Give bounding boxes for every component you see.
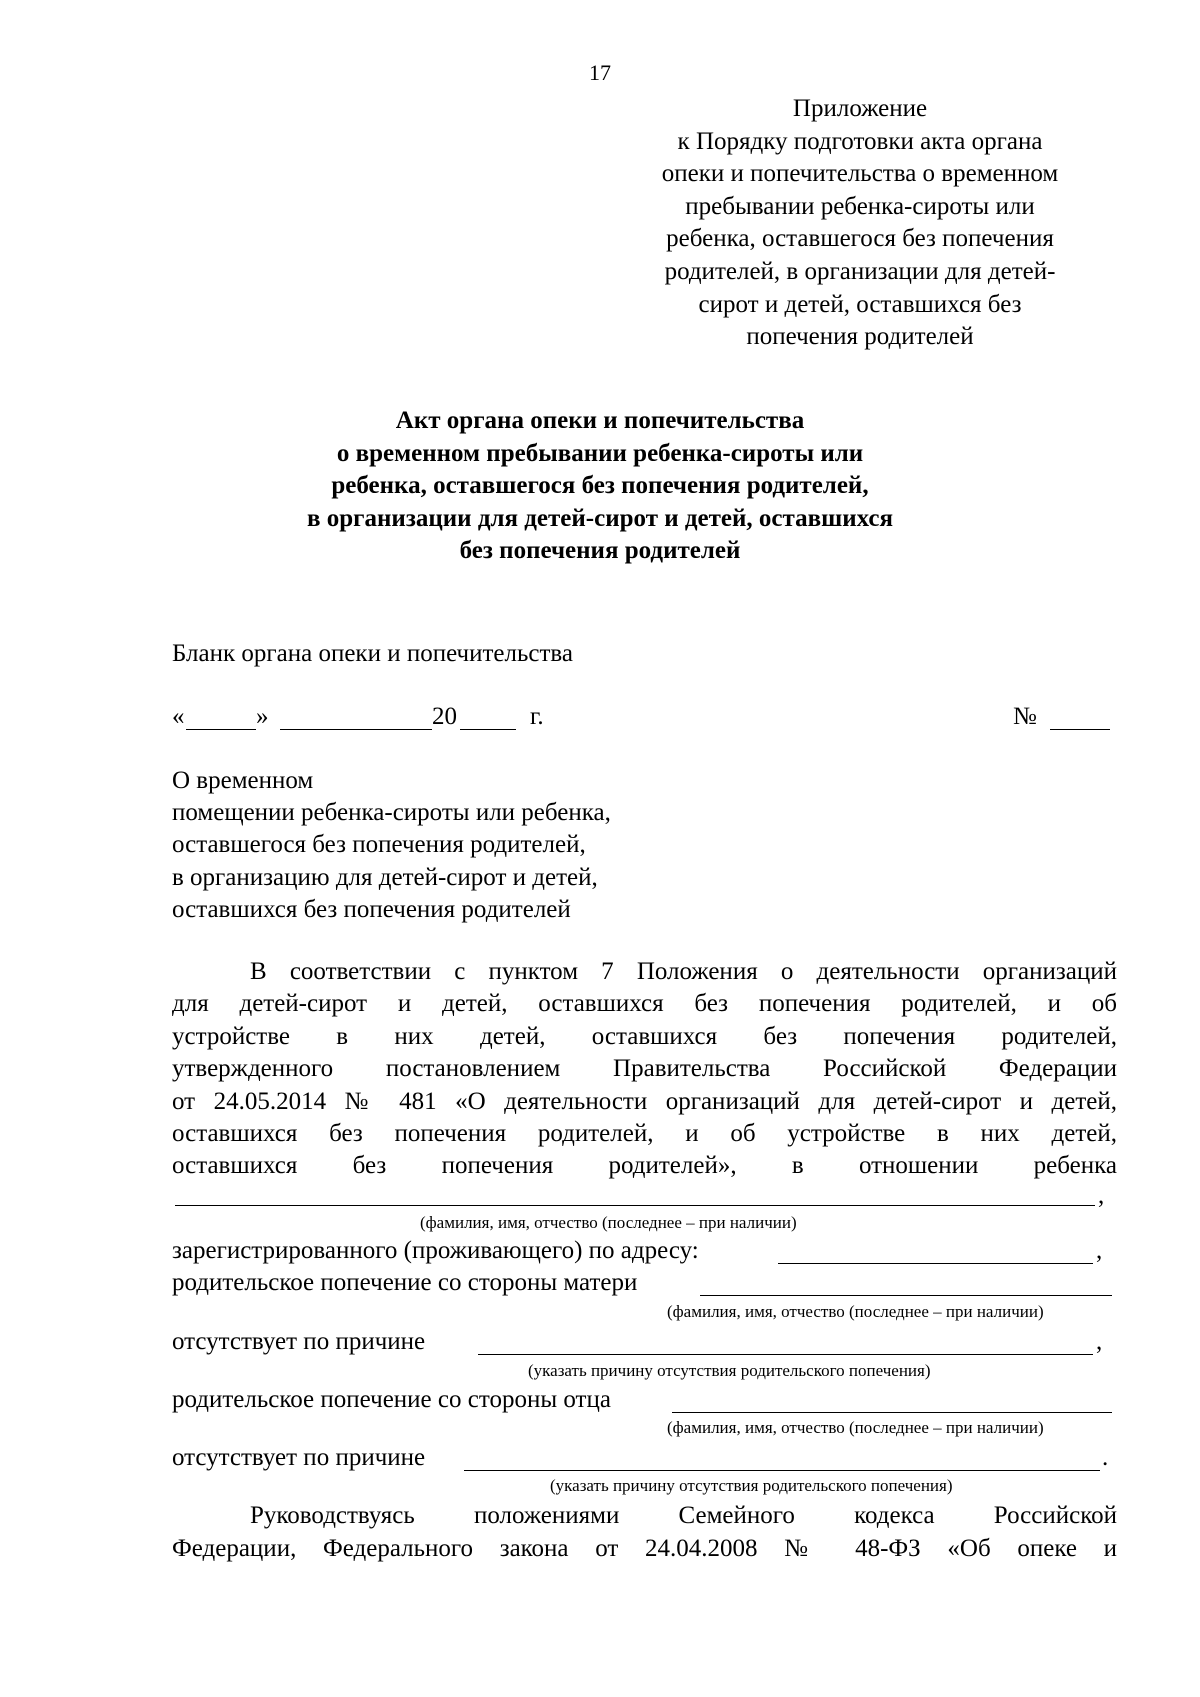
body-paragraph-line: для детей-сирот и детей, оставшихся без попечения родителей, и об	[172, 990, 1117, 1017]
year-suffix: г.	[530, 703, 544, 730]
date-open-quote: «	[172, 703, 185, 730]
subject-line: помещении ребенка-сироты или ребенка,	[172, 799, 611, 826]
punct-comma: ,	[1096, 1237, 1103, 1264]
year-prefix: 20	[432, 703, 457, 730]
appendix-line: родителей, в организации для детей-	[664, 257, 1056, 285]
absent-reason-label: отсутствует по причине	[172, 1444, 426, 1471]
caption-child-name: (фамилия, имя, отчество (последнее – при наличии)	[420, 1213, 797, 1232]
body-paragraph-line: Федерации, Федерального закона от 24.04.2008 № 48-ФЗ «Об опеке и	[172, 1535, 1117, 1562]
year-field[interactable]	[460, 729, 516, 730]
punct-comma: ,	[1096, 1328, 1103, 1355]
caption-mother-name: (фамилия, имя, отчество (последнее – при наличии)	[667, 1302, 1044, 1321]
body-paragraph-line: оставшихся без попечения родителей», в отношении ребенка	[172, 1152, 1117, 1179]
body-paragraph-line: утвержденного постановлением Правительства Российской Федерации	[172, 1055, 1117, 1082]
subject-line: оставшихся без попечения родителей	[172, 896, 571, 923]
appendix-header	[600, 93, 1120, 354]
body-paragraph-line: В соответствии с пунктом 7 Положения о деятельности организаций	[250, 958, 1117, 985]
month-field[interactable]	[280, 729, 432, 730]
title-line: ребенка, оставшегося без попечения родителей,	[331, 472, 869, 499]
address-field[interactable]	[778, 1263, 1093, 1264]
subject-line: в организацию для детей-сирот и детей,	[172, 864, 598, 891]
appendix-line: к Порядку подготовки акта органа	[677, 127, 1043, 155]
title-line: Акт органа опеки и попечительства	[395, 407, 805, 434]
punct-period: .	[1102, 1444, 1109, 1471]
date-close-quote: »	[256, 703, 269, 730]
father-name-field[interactable]	[672, 1412, 1112, 1413]
document-title	[0, 405, 1200, 568]
body-paragraph-line: оставшихся без попечения родителей, и об устройстве в них детей,	[172, 1120, 1117, 1147]
appendix-line: ребенка, оставшегося без попечения	[666, 225, 1054, 253]
absent-reason-label: отсутствует по причине	[172, 1328, 426, 1355]
mother-absence-reason-field[interactable]	[478, 1354, 1093, 1355]
document-number-field[interactable]	[1050, 729, 1110, 730]
child-name-field[interactable]	[175, 1205, 1095, 1206]
day-field[interactable]	[186, 729, 256, 730]
appendix-line: Приложение	[792, 95, 928, 122]
number-sign: №	[1013, 703, 1037, 730]
title-line: без попечения родителей	[459, 537, 741, 564]
caption-reason: (указать причину отсутствия родительского попечения)	[550, 1476, 953, 1495]
appendix-line: сирот и детей, оставшихся без	[698, 290, 1022, 318]
appendix-line: опеки и попечительства о временном	[661, 160, 1059, 188]
caption-reason: (указать причину отсутствия родительского попечения)	[528, 1361, 931, 1380]
father-absence-reason-field[interactable]	[464, 1470, 1100, 1471]
punct-comma: ,	[1098, 1182, 1105, 1209]
subject-line: оставшегося без попечения родителей,	[172, 831, 586, 858]
mother-name-field[interactable]	[700, 1295, 1112, 1296]
registered-address-label: зарегистрированного (проживающего) по адресу:	[172, 1237, 699, 1264]
appendix-line: пребывании ребенка-сироты или	[685, 192, 1035, 220]
mother-care-label: родительское попечение со стороны матери	[172, 1269, 638, 1296]
body-paragraph-line: от 24.05.2014 № 481 «О деятельности организаций для детей-сирот и детей,	[172, 1088, 1117, 1115]
body-paragraph-line: Руководствуясь положениями Семейного кодекса Российской	[250, 1502, 1117, 1529]
page-number: 17	[589, 60, 611, 85]
subject-line: О временном	[172, 767, 314, 794]
letterhead-label: Бланк органа опеки и попечительства	[172, 640, 574, 667]
caption-father-name: (фамилия, имя, отчество (последнее – при наличии)	[667, 1418, 1044, 1437]
father-care-label: родительское попечение со стороны отца	[172, 1386, 611, 1413]
title-line: о временном пребывании ребенка-сироты или	[336, 439, 864, 467]
title-line: в организации для детей-сирот и детей, оставшихся	[307, 504, 893, 532]
appendix-line: попечения родителей	[746, 323, 974, 351]
body-paragraph-line: устройстве в них детей, оставшихся без попечения родителей,	[172, 1023, 1117, 1050]
